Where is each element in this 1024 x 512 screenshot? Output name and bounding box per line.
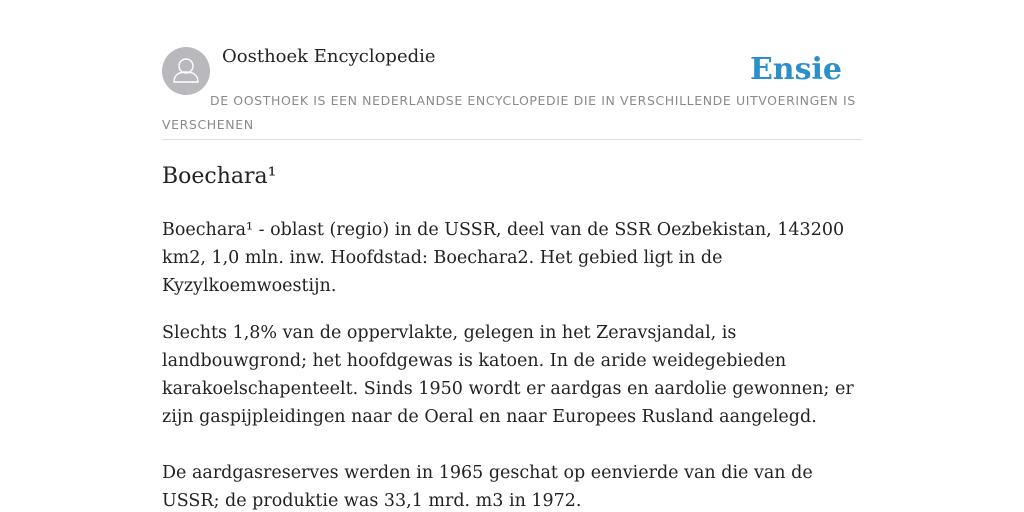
user-silhouette-icon [162, 47, 210, 95]
ensie-logo[interactable]: Ensie [749, 52, 842, 87]
article-paragraph: De aardgasreserves werden in 1965 geschat op eenvierde van die van de USSR; de produktie was 33,1 mrd. m3 in 1972. [162, 463, 813, 511]
article-title: Boechara¹ [162, 164, 277, 189]
article-paragraph: Slechts 1,8% van de oppervlakte, gelegen in het Zeravsjandal, is landbouwgrond; het hoofdgewas is katoen. In de aride weidegebieden karakoelschapenteelt. Sinds 1950 wordt er aardgas en aardolie gewonnen; er zijn gaspijpleidingen naar de Oeral en naar Europees Rusland aangelegd. [162, 323, 854, 427]
user-avatar-icon[interactable] [162, 47, 210, 95]
source-name[interactable]: Oosthoek Encyclopedie [222, 46, 436, 67]
header-divider [162, 139, 862, 140]
article-paragraph: Boechara¹ - oblast (regio) in de USSR, deel van de SSR Oezbekistan, 143200 km2, 1,0 mln. inw. Hoofdstad: Boechara2. Het gebied ligt in de Kyzylkoemwoestijn. [162, 220, 845, 296]
source-tagline: DE OOSTHOEK IS EEN NEDERLANDSE ENCYCLOPEDIE DIE IN VERSCHILLENDE UITVOERINGEN IS VERSCHENEN [162, 93, 856, 132]
article-body [162, 216, 862, 512]
